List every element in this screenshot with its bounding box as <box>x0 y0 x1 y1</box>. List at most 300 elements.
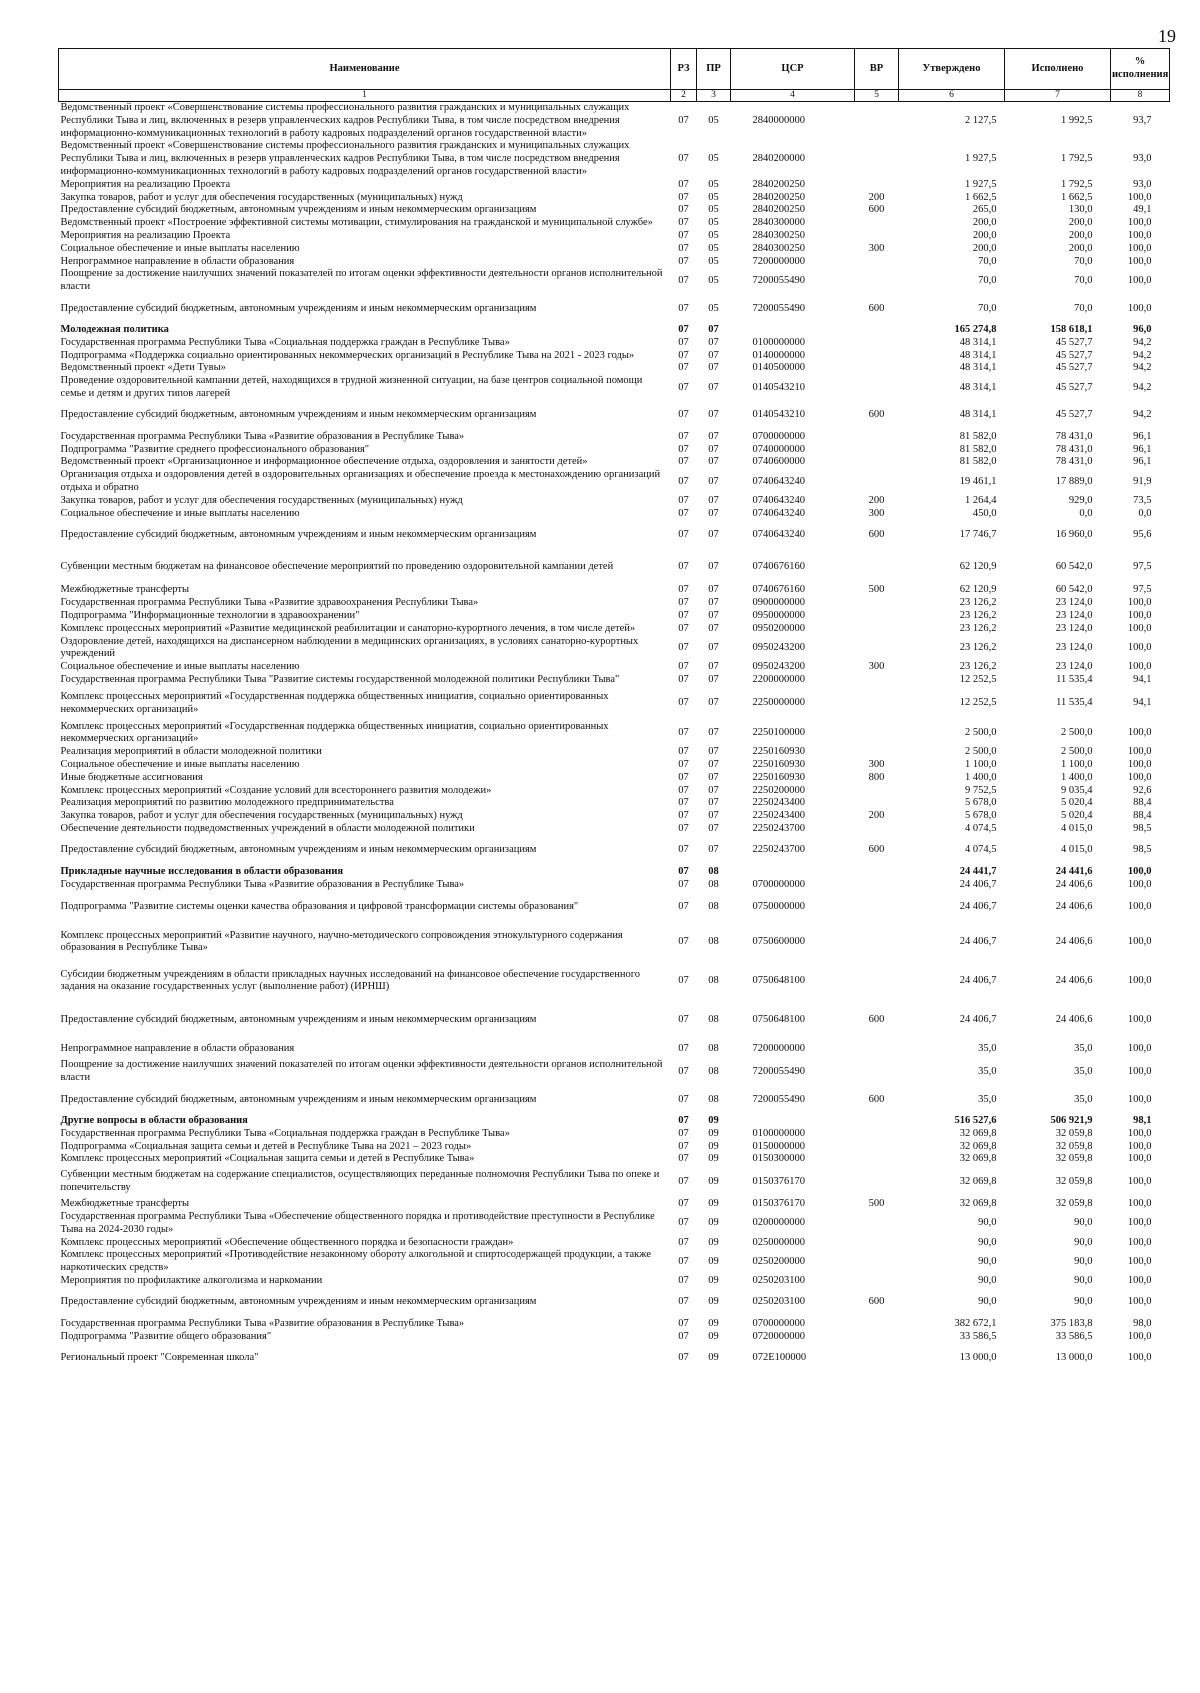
row-percent: 100,0 <box>1127 609 1152 621</box>
row-approved: 4 074,5 <box>965 823 997 835</box>
row-pr: 05 <box>708 217 719 229</box>
row-csr: 0100000000 <box>752 1127 805 1139</box>
row-percent: 100,0 <box>1127 242 1152 254</box>
row-percent: 94,2 <box>1133 409 1152 421</box>
row-vr: 600 <box>868 844 885 856</box>
row-pr: 07 <box>708 494 719 506</box>
row-csr: 072E100000 <box>752 1352 807 1363</box>
table-row <box>59 823 1170 836</box>
row-csr: 2250200000 <box>752 784 805 796</box>
row-vr <box>855 721 899 747</box>
row-rz: 07 <box>678 584 689 596</box>
row-executed: 35,0 <box>1074 1093 1093 1105</box>
row-percent: 100,0 <box>1127 229 1152 241</box>
row-name: Ведомственный проект «Организационное и информационное обеспечение отдыха, оздоровления и занятости детей» <box>60 456 588 468</box>
row-csr: 0950000000 <box>752 609 805 621</box>
row-approved: 24 406,7 <box>959 1014 997 1026</box>
row-executed: 24 406,6 <box>1055 936 1093 948</box>
row-pr: 05 <box>708 191 719 203</box>
row-approved: 23 126,2 <box>959 641 997 653</box>
table-row <box>59 401 1170 431</box>
row-percent: 100,0 <box>1127 936 1152 948</box>
table-row <box>59 636 1170 662</box>
row-rz: 07 <box>678 901 689 913</box>
row-vr <box>855 797 899 810</box>
row-executed: 11 535,4 <box>1056 673 1093 685</box>
row-vr <box>855 1249 899 1275</box>
row-csr: 0700000000 <box>752 878 805 890</box>
row-name: Подпрограмма "Развитие среднего профессионального образования" <box>60 443 370 455</box>
row-percent: 98,0 <box>1133 1317 1152 1329</box>
row-rz: 07 <box>678 771 689 783</box>
row-executed: 33 586,5 <box>1055 1330 1093 1342</box>
row-csr: 0150300000 <box>752 1153 805 1165</box>
row-percent: 100,0 <box>1127 274 1152 286</box>
row-approved: 4 074,5 <box>965 844 997 856</box>
row-csr: 0150000000 <box>752 1140 805 1152</box>
row-vr <box>855 1275 899 1288</box>
row-name: Прикладные научные исследования в области образования <box>60 865 344 877</box>
row-executed: 2 500,0 <box>1061 746 1093 758</box>
row-pr: 09 <box>708 1198 719 1210</box>
row-percent: 100,0 <box>1127 1127 1152 1139</box>
row-vr: 200 <box>868 494 885 506</box>
row-percent: 95,6 <box>1133 528 1152 540</box>
row-executed: 1 662,5 <box>1061 191 1093 203</box>
row-name: Поощрение за достижение наилучших значений показателей по итогам оценки эффективности деятельности органов исполнительной власти <box>60 268 663 293</box>
row-executed: 23 124,0 <box>1055 661 1093 673</box>
row-pr: 08 <box>708 975 719 987</box>
row-approved: 382 672,1 <box>954 1317 997 1329</box>
row-pr: 07 <box>708 528 719 540</box>
row-pr: 09 <box>708 1153 719 1165</box>
row-name: Проведение оздоровительной кампании детей, находящихся в трудной жизненной ситуации, на базе центров социальной помощи семье и детям и других типов лагерей <box>60 375 643 399</box>
header-rz: РЗ <box>671 49 697 90</box>
table-row <box>59 1198 1170 1211</box>
table-row <box>59 759 1170 772</box>
row-rz: 07 <box>678 302 689 314</box>
row-rz: 07 <box>678 1198 689 1210</box>
row-executed: 32 059,8 <box>1055 1140 1093 1152</box>
row-vr: 500 <box>868 584 885 596</box>
row-executed: 1 792,5 <box>1061 178 1093 190</box>
table-row <box>59 1343 1170 1373</box>
row-approved: 516 527,6 <box>954 1115 997 1127</box>
row-executed: 32 059,8 <box>1055 1175 1093 1187</box>
row-name: Субвенции местным бюджетам на финансовое обеспечение мероприятий по проведению оздоровительной кампании детей <box>60 560 614 572</box>
row-name: Закупка товаров, работ и услуг для обеспечения государственных (муниципальных) нужд <box>60 191 463 203</box>
table-row <box>59 610 1170 623</box>
column-number: 4 <box>731 90 855 102</box>
row-percent: 100,0 <box>1127 878 1152 890</box>
row-csr: 0150376170 <box>752 1175 805 1187</box>
row-rz: 07 <box>678 323 689 335</box>
row-vr <box>855 785 899 798</box>
row-vr: 600 <box>868 409 885 421</box>
row-pr: 07 <box>708 409 719 421</box>
row-vr <box>855 1153 899 1166</box>
row-approved: 32 069,8 <box>959 1175 997 1187</box>
row-name: Предоставление субсидий бюджетным, автономным учреждениям и иным некоммерческим организациям <box>60 204 537 216</box>
row-csr: 2840200000 <box>752 153 805 165</box>
row-csr: 7200000000 <box>752 1043 805 1055</box>
row-executed: 90,0 <box>1074 1236 1093 1248</box>
row-csr <box>731 1115 855 1128</box>
row-csr: 0750648100 <box>752 1014 805 1026</box>
row-executed: 60 542,0 <box>1055 560 1093 572</box>
row-rz: 07 <box>678 1296 689 1308</box>
row-percent: 100,0 <box>1127 597 1152 609</box>
row-csr <box>731 324 855 337</box>
row-name: Организация отдыха и оздоровления детей в оздоровительных организациях и обеспечение проезда к местонахождению организаций отдыха и обратно <box>60 469 661 493</box>
row-percent: 100,0 <box>1127 1236 1152 1248</box>
row-approved: 70,0 <box>978 302 997 314</box>
row-percent: 100,0 <box>1127 865 1152 877</box>
row-vr <box>855 687 899 721</box>
row-rz: 07 <box>678 336 689 348</box>
row-approved: 48 314,1 <box>959 362 997 374</box>
row-percent: 94,1 <box>1133 673 1152 685</box>
row-percent: 100,0 <box>1127 1330 1152 1342</box>
row-vr <box>855 674 899 687</box>
row-pr: 07 <box>708 560 719 572</box>
row-csr: 0100000000 <box>752 336 805 348</box>
row-vr <box>855 746 899 759</box>
row-pr: 05 <box>708 114 719 126</box>
row-vr <box>855 268 899 294</box>
row-name: Социальное обеспечение и иные выплаты населению <box>60 661 300 673</box>
row-csr: 0740600000 <box>752 456 805 468</box>
row-approved: 35,0 <box>978 1065 997 1077</box>
row-pr: 07 <box>708 810 719 822</box>
row-csr: 0250203100 <box>752 1275 805 1287</box>
row-rz: 07 <box>678 255 689 267</box>
row-name: Подпрограмма "Развитие системы оценки качества образования и цифровой трансформации системы образования" <box>60 901 579 913</box>
row-csr: 0140500000 <box>752 362 805 374</box>
table-row <box>59 687 1170 721</box>
table-row <box>59 721 1170 747</box>
row-rz: 07 <box>678 475 689 487</box>
table-row <box>59 1059 1170 1085</box>
row-name: Комплекс процессных мероприятий «Социальная защита семьи и детей в Республике Тыва» <box>60 1153 475 1165</box>
row-rz: 07 <box>678 975 689 987</box>
row-percent: 100,0 <box>1127 746 1152 758</box>
row-rz: 07 <box>678 797 689 809</box>
row-csr: 7200055490 <box>752 1093 805 1105</box>
table-row <box>59 879 1170 892</box>
row-rz: 07 <box>678 274 689 286</box>
row-csr: 2250160930 <box>752 746 805 758</box>
row-pr: 09 <box>708 1127 719 1139</box>
row-percent: 96,1 <box>1133 443 1152 455</box>
row-pr: 08 <box>708 1014 719 1026</box>
row-rz: 07 <box>678 409 689 421</box>
row-executed: 78 431,0 <box>1055 430 1093 442</box>
row-approved: 1 264,4 <box>965 494 997 506</box>
table-row <box>59 469 1170 495</box>
row-pr: 05 <box>708 274 719 286</box>
row-pr: 09 <box>708 1330 719 1342</box>
row-vr: 600 <box>868 1296 885 1308</box>
row-name: Реализация мероприятий в области молодежной политики <box>60 746 322 758</box>
row-pr: 07 <box>708 584 719 596</box>
row-pr: 07 <box>708 443 719 455</box>
row-vr: 600 <box>868 1093 885 1105</box>
row-pr: 05 <box>708 255 719 267</box>
row-rz: 07 <box>678 1330 689 1342</box>
row-name: Предоставление субсидий бюджетным, автономным учреждениям и иным некоммерческим организациям <box>60 528 537 540</box>
row-vr <box>855 1211 899 1237</box>
row-percent: 100,0 <box>1127 1093 1152 1105</box>
row-rz: 07 <box>678 362 689 374</box>
row-executed: 158 618,1 <box>1050 323 1093 335</box>
row-executed: 23 124,0 <box>1055 597 1093 609</box>
row-percent: 94,2 <box>1133 349 1152 361</box>
table-row <box>59 1211 1170 1237</box>
row-percent: 96,1 <box>1133 430 1152 442</box>
row-vr <box>855 1141 899 1154</box>
row-vr <box>855 1115 899 1128</box>
row-rz: 07 <box>678 661 689 673</box>
row-vr: 600 <box>868 1014 885 1026</box>
row-pr: 08 <box>708 1093 719 1105</box>
table-row <box>59 444 1170 457</box>
row-pr: 07 <box>708 673 719 685</box>
row-name: Предоставление субсидий бюджетным, автономным учреждениям и иным некоммерческим организациям <box>60 844 537 856</box>
row-pr: 07 <box>708 697 719 709</box>
row-approved: 90,0 <box>978 1255 997 1267</box>
table-row <box>59 192 1170 205</box>
row-percent: 97,5 <box>1133 584 1152 596</box>
row-name: Молодежная политика <box>60 323 169 335</box>
row-percent: 100,0 <box>1127 1352 1152 1363</box>
row-rz: 07 <box>678 1352 689 1363</box>
table-row <box>59 230 1170 243</box>
row-vr <box>855 375 899 401</box>
row-vr <box>855 1128 899 1141</box>
table-row <box>59 1166 1170 1198</box>
row-csr: 2250000000 <box>752 697 805 709</box>
row-percent: 94,1 <box>1133 697 1152 709</box>
row-rz: 07 <box>678 229 689 241</box>
row-name: Межбюджетные трансферты <box>60 1198 190 1210</box>
row-rz: 07 <box>678 528 689 540</box>
row-pr: 07 <box>708 759 719 771</box>
table-row <box>59 1275 1170 1288</box>
row-name: Мероприятия на реализацию Проекта <box>60 178 231 190</box>
row-vr <box>855 456 899 469</box>
row-csr: 0700000000 <box>752 430 805 442</box>
row-approved: 24 406,7 <box>959 975 997 987</box>
row-csr: 7200000000 <box>752 255 805 267</box>
row-csr: 2200000000 <box>752 673 805 685</box>
row-name: Закупка товаров, работ и услуг для обеспечения государственных (муниципальных) нужд <box>60 810 463 822</box>
row-name: Другие вопросы в области образования <box>60 1115 248 1127</box>
row-executed: 45 527,7 <box>1055 381 1093 393</box>
row-rz: 07 <box>678 759 689 771</box>
section-row <box>59 324 1170 337</box>
row-approved: 35,0 <box>978 1043 997 1055</box>
budget-execution-table <box>58 48 1170 1373</box>
column-number-row <box>59 90 1170 102</box>
row-name: Субсидии бюджетным учреждениям в области прикладных научных исследований на финансовое обеспечение государственного задания на оказание государственных услуг (выполнение работ) (ИРНШ) <box>60 968 641 993</box>
row-executed: 70,0 <box>1074 255 1093 267</box>
row-approved: 265,0 <box>972 204 997 216</box>
row-csr: 2840200250 <box>752 191 805 203</box>
row-approved: 35,0 <box>978 1093 997 1105</box>
row-name: Мероприятия по профилактике алкоголизма и наркомании <box>60 1275 323 1287</box>
row-pr: 08 <box>708 936 719 948</box>
table-row <box>59 456 1170 469</box>
row-vr <box>855 324 899 337</box>
row-csr: 0250200000 <box>752 1255 805 1267</box>
row-percent: 100,0 <box>1127 1175 1152 1187</box>
row-percent: 100,0 <box>1127 1275 1152 1287</box>
row-vr <box>855 1166 899 1198</box>
row-approved: 48 314,1 <box>959 349 997 361</box>
row-vr <box>855 1318 899 1331</box>
row-executed: 13 000,0 <box>1055 1352 1093 1363</box>
row-rz: 07 <box>678 622 689 634</box>
row-executed: 45 527,7 <box>1055 409 1093 421</box>
column-number: 1 <box>59 90 671 102</box>
row-percent: 93,0 <box>1133 178 1152 190</box>
row-approved: 62 120,9 <box>959 560 997 572</box>
row-approved: 165 274,8 <box>954 323 997 335</box>
row-vr: 600 <box>868 528 885 540</box>
row-approved: 24 406,7 <box>959 901 997 913</box>
row-pr: 07 <box>708 622 719 634</box>
row-approved: 33 586,5 <box>959 1330 997 1342</box>
table-row <box>59 431 1170 444</box>
row-name: Государственная программа Республики Тыва «Развитие здравоохранения Республики Тыва» <box>60 597 479 609</box>
row-approved: 1 927,5 <box>965 153 997 165</box>
table-row <box>59 140 1170 178</box>
row-rz: 07 <box>678 746 689 758</box>
row-rz: 07 <box>678 494 689 506</box>
row-csr: 0140000000 <box>752 349 805 361</box>
row-vr <box>855 362 899 375</box>
row-csr: 0750648100 <box>752 975 805 987</box>
row-percent: 100,0 <box>1127 1140 1152 1152</box>
row-vr <box>855 140 899 178</box>
row-percent: 100,0 <box>1127 217 1152 229</box>
table-row <box>59 597 1170 610</box>
row-csr: 2840300250 <box>752 229 805 241</box>
row-approved: 200,0 <box>972 217 997 229</box>
row-rz: 07 <box>678 1043 689 1055</box>
row-executed: 1 400,0 <box>1061 771 1093 783</box>
row-approved: 24 441,7 <box>959 865 997 877</box>
table-row <box>59 661 1170 674</box>
row-csr: 2840200250 <box>752 178 805 190</box>
row-executed: 24 406,6 <box>1055 975 1093 987</box>
row-executed: 32 059,8 <box>1055 1127 1093 1139</box>
row-csr: 0950243200 <box>752 661 805 673</box>
row-percent: 100,0 <box>1127 1296 1152 1308</box>
row-pr: 07 <box>708 456 719 468</box>
row-rz: 07 <box>678 697 689 709</box>
row-rz: 07 <box>678 1217 689 1229</box>
row-rz: 07 <box>678 430 689 442</box>
row-executed: 1 792,5 <box>1061 153 1093 165</box>
row-pr: 09 <box>708 1140 719 1152</box>
row-pr: 08 <box>708 878 719 890</box>
row-executed: 45 527,7 <box>1055 349 1093 361</box>
row-name: Предоставление субсидий бюджетным, автономным учреждениям и иным некоммерческим организациям <box>60 302 537 314</box>
row-approved: 450,0 <box>972 507 997 519</box>
row-executed: 35,0 <box>1074 1065 1093 1077</box>
row-percent: 100,0 <box>1127 255 1152 267</box>
row-percent: 88,4 <box>1133 810 1152 822</box>
table-row <box>59 891 1170 923</box>
table-body <box>59 102 1170 1374</box>
row-approved: 23 126,2 <box>959 609 997 621</box>
row-approved: 2 127,5 <box>965 114 997 126</box>
row-pr: 09 <box>708 1317 719 1329</box>
row-vr <box>855 597 899 610</box>
row-name: Подпрограмма «Социальная защита семьи и детей в Республике Тыва на 2021 – 2023 годы» <box>60 1140 472 1152</box>
row-pr: 08 <box>708 1043 719 1055</box>
row-vr <box>855 1237 899 1250</box>
row-rz: 07 <box>678 810 689 822</box>
row-csr: 2250243400 <box>752 810 805 822</box>
row-csr: 2840200250 <box>752 204 805 216</box>
row-approved: 200,0 <box>972 229 997 241</box>
row-pr: 07 <box>708 336 719 348</box>
row-rz: 07 <box>678 349 689 361</box>
row-executed: 24 406,6 <box>1055 878 1093 890</box>
row-name: Субвенции местным бюджетам на содержание специалистов, осуществляющих переданные полномочия Республики Тыва по опеке и попечительству <box>60 1169 660 1194</box>
row-csr: 2840300000 <box>752 217 805 229</box>
row-pr: 05 <box>708 302 719 314</box>
row-csr: 0250000000 <box>752 1236 805 1248</box>
row-name: Подпрограмма "Развитие общего образования" <box>60 1330 272 1342</box>
row-csr: 0950200000 <box>752 622 805 634</box>
row-rz: 07 <box>678 153 689 165</box>
row-approved: 81 582,0 <box>959 443 997 455</box>
row-name: Комплекс процессных мероприятий «Создание условий для всестороннего развития молодежи» <box>60 784 492 796</box>
header-vr: ВР <box>855 49 899 90</box>
table-row <box>59 243 1170 256</box>
row-rz: 07 <box>678 1140 689 1152</box>
row-csr: 0700000000 <box>752 1317 805 1329</box>
row-percent: 92,6 <box>1133 784 1152 796</box>
row-rz: 07 <box>678 844 689 856</box>
row-executed: 200,0 <box>1068 217 1093 229</box>
row-vr <box>855 623 899 636</box>
row-name: Поощрение за достижение наилучших значений показателей по итогам оценки эффективности деятельности органов исполнительной власти <box>60 1059 663 1084</box>
row-name: Социальное обеспечение и иные выплаты населению <box>60 507 300 519</box>
row-vr <box>855 1039 899 1059</box>
table-row <box>59 268 1170 294</box>
row-rz: 07 <box>678 1175 689 1187</box>
row-executed: 23 124,0 <box>1055 622 1093 634</box>
section-row <box>59 1115 1170 1128</box>
row-csr: 7200055490 <box>752 302 805 314</box>
row-vr <box>855 1331 899 1344</box>
row-approved: 1 400,0 <box>965 771 997 783</box>
row-executed: 0,0 <box>1079 507 1093 519</box>
row-csr: 7200055490 <box>752 1065 805 1077</box>
row-pr: 09 <box>708 1236 719 1248</box>
row-percent: 0,0 <box>1138 507 1152 519</box>
row-vr <box>855 179 899 192</box>
table-row <box>59 836 1170 866</box>
row-name: Мероприятия на реализацию Проекта <box>60 229 231 241</box>
row-executed: 1 992,5 <box>1061 114 1093 126</box>
row-name: Подпрограмма "Информационные технологии в здравоохранении" <box>60 609 360 621</box>
